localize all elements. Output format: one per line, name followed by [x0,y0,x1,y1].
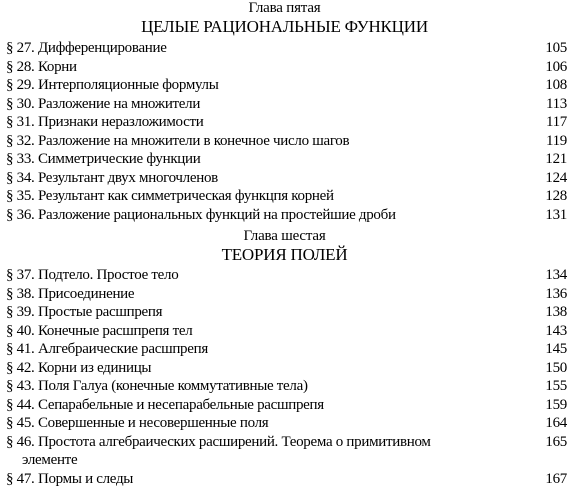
entry-title: § 31. Признаки неразложимости [6,114,204,130]
toc-entry [0,266,569,285]
entry-page-number: 119 [545,132,567,149]
entry-page-number: 143 [545,322,567,339]
entry-page-number: 105 [545,40,567,56]
toc-entry [0,285,569,304]
entry-title: § 45. Совершенные и несовершенные поля [6,415,269,431]
chapter-title: ТЕОРИЯ ПОЛЕЙ [221,245,348,264]
entry-title: § 40. Конечные расшпрепя тел [6,322,193,339]
entry-title: § 29. Интерполяционные формулы [6,77,219,93]
toc-entry [0,206,569,225]
toc-entry [0,58,569,77]
toc-entry [0,150,569,169]
entry-page-number: 128 [545,188,567,204]
entry-page-number: 164 [545,415,567,431]
toc-entry [0,470,569,489]
entry-title: § 28. Корни [6,58,77,75]
entry-page-number: 150 [545,359,567,376]
entry-title: § 41. Алгебраические расшпрепя [6,341,208,357]
entry-page-number: 106 [545,58,567,75]
chapter-heading: Глава шестая [243,228,326,244]
entry-title: § 39. Простые расшпрепя [6,304,163,320]
entry-title: § 36. Разложение рациональных функций на простейшие дроби [6,206,396,223]
entry-page-number: 136 [545,285,567,302]
entry-title: § 34. Результант двух многочленов [6,169,218,186]
entry-title: § 46. Простота алгебраических расширений. Теорема о примитивном [6,433,431,450]
entry-title-wrapped [0,433,569,470]
entry-page-number: 167 [545,470,567,487]
entry-title: § 44. Сепарабельные и несепарабельные расшпрепя [6,396,324,413]
entry-page-number: 155 [545,378,567,394]
toc-entry [0,95,569,114]
toc-list [0,39,569,224]
entry-title: § 38. Присоединение [6,285,135,302]
entry-page-number: 121 [545,151,567,167]
entry-title-continuation: элементе [22,452,78,468]
toc-entry [0,433,569,470]
entry-page-number: 145 [545,341,567,357]
toc-entry [0,39,569,58]
entry-title: § 42. Корни из единицы [6,359,152,376]
entry-title: § 30. Разложение на множители [6,95,201,112]
entry-page-number: 117 [545,114,567,130]
toc-entry [0,132,569,151]
entry-title: § 43. Поля Галуа (конечные коммутативные тела) [6,378,308,394]
entry-page-number: 138 [545,304,567,320]
toc-list [0,266,569,488]
entry-page-number: 124 [545,169,567,186]
entry-page-number: 108 [545,77,567,93]
entry-title: § 27. Дифференцирование [6,40,167,56]
toc-entry [0,169,569,188]
entry-title: § 32. Разложение на множители в конечное число шагов [6,132,350,149]
toc-entry [0,340,569,359]
entry-title: § 33. Симметрические функции [6,151,201,167]
chapter-5-section [0,0,569,224]
chapter-title: ЦЕЛЫЕ РАЦИОНАЛЬНЫЕ ФУНКЦИИ [141,17,428,36]
entry-page-number: 113 [545,95,567,112]
entry-page-number: 131 [545,206,567,223]
entry-title: § 47. Пормы и следы [6,470,134,487]
toc-entry [0,322,569,341]
toc-entry [0,359,569,378]
toc-entry [0,303,569,322]
entry-page-number: 159 [545,396,567,413]
toc-entry [0,113,569,132]
entry-page-number: 134 [545,267,567,283]
toc-entry [0,414,569,433]
entry-page-number: 165 [545,433,567,450]
chapter-6-section [0,228,569,488]
entry-title: § 37. Подтело. Простое тело [6,267,179,283]
toc-entry [0,187,569,206]
toc-entry [0,76,569,95]
toc-entry [0,396,569,415]
toc-entry [0,377,569,396]
entry-title: § 35. Результант как симметрическая функцпя корней [6,188,334,204]
chapter-heading: Глава пятая [248,0,321,16]
